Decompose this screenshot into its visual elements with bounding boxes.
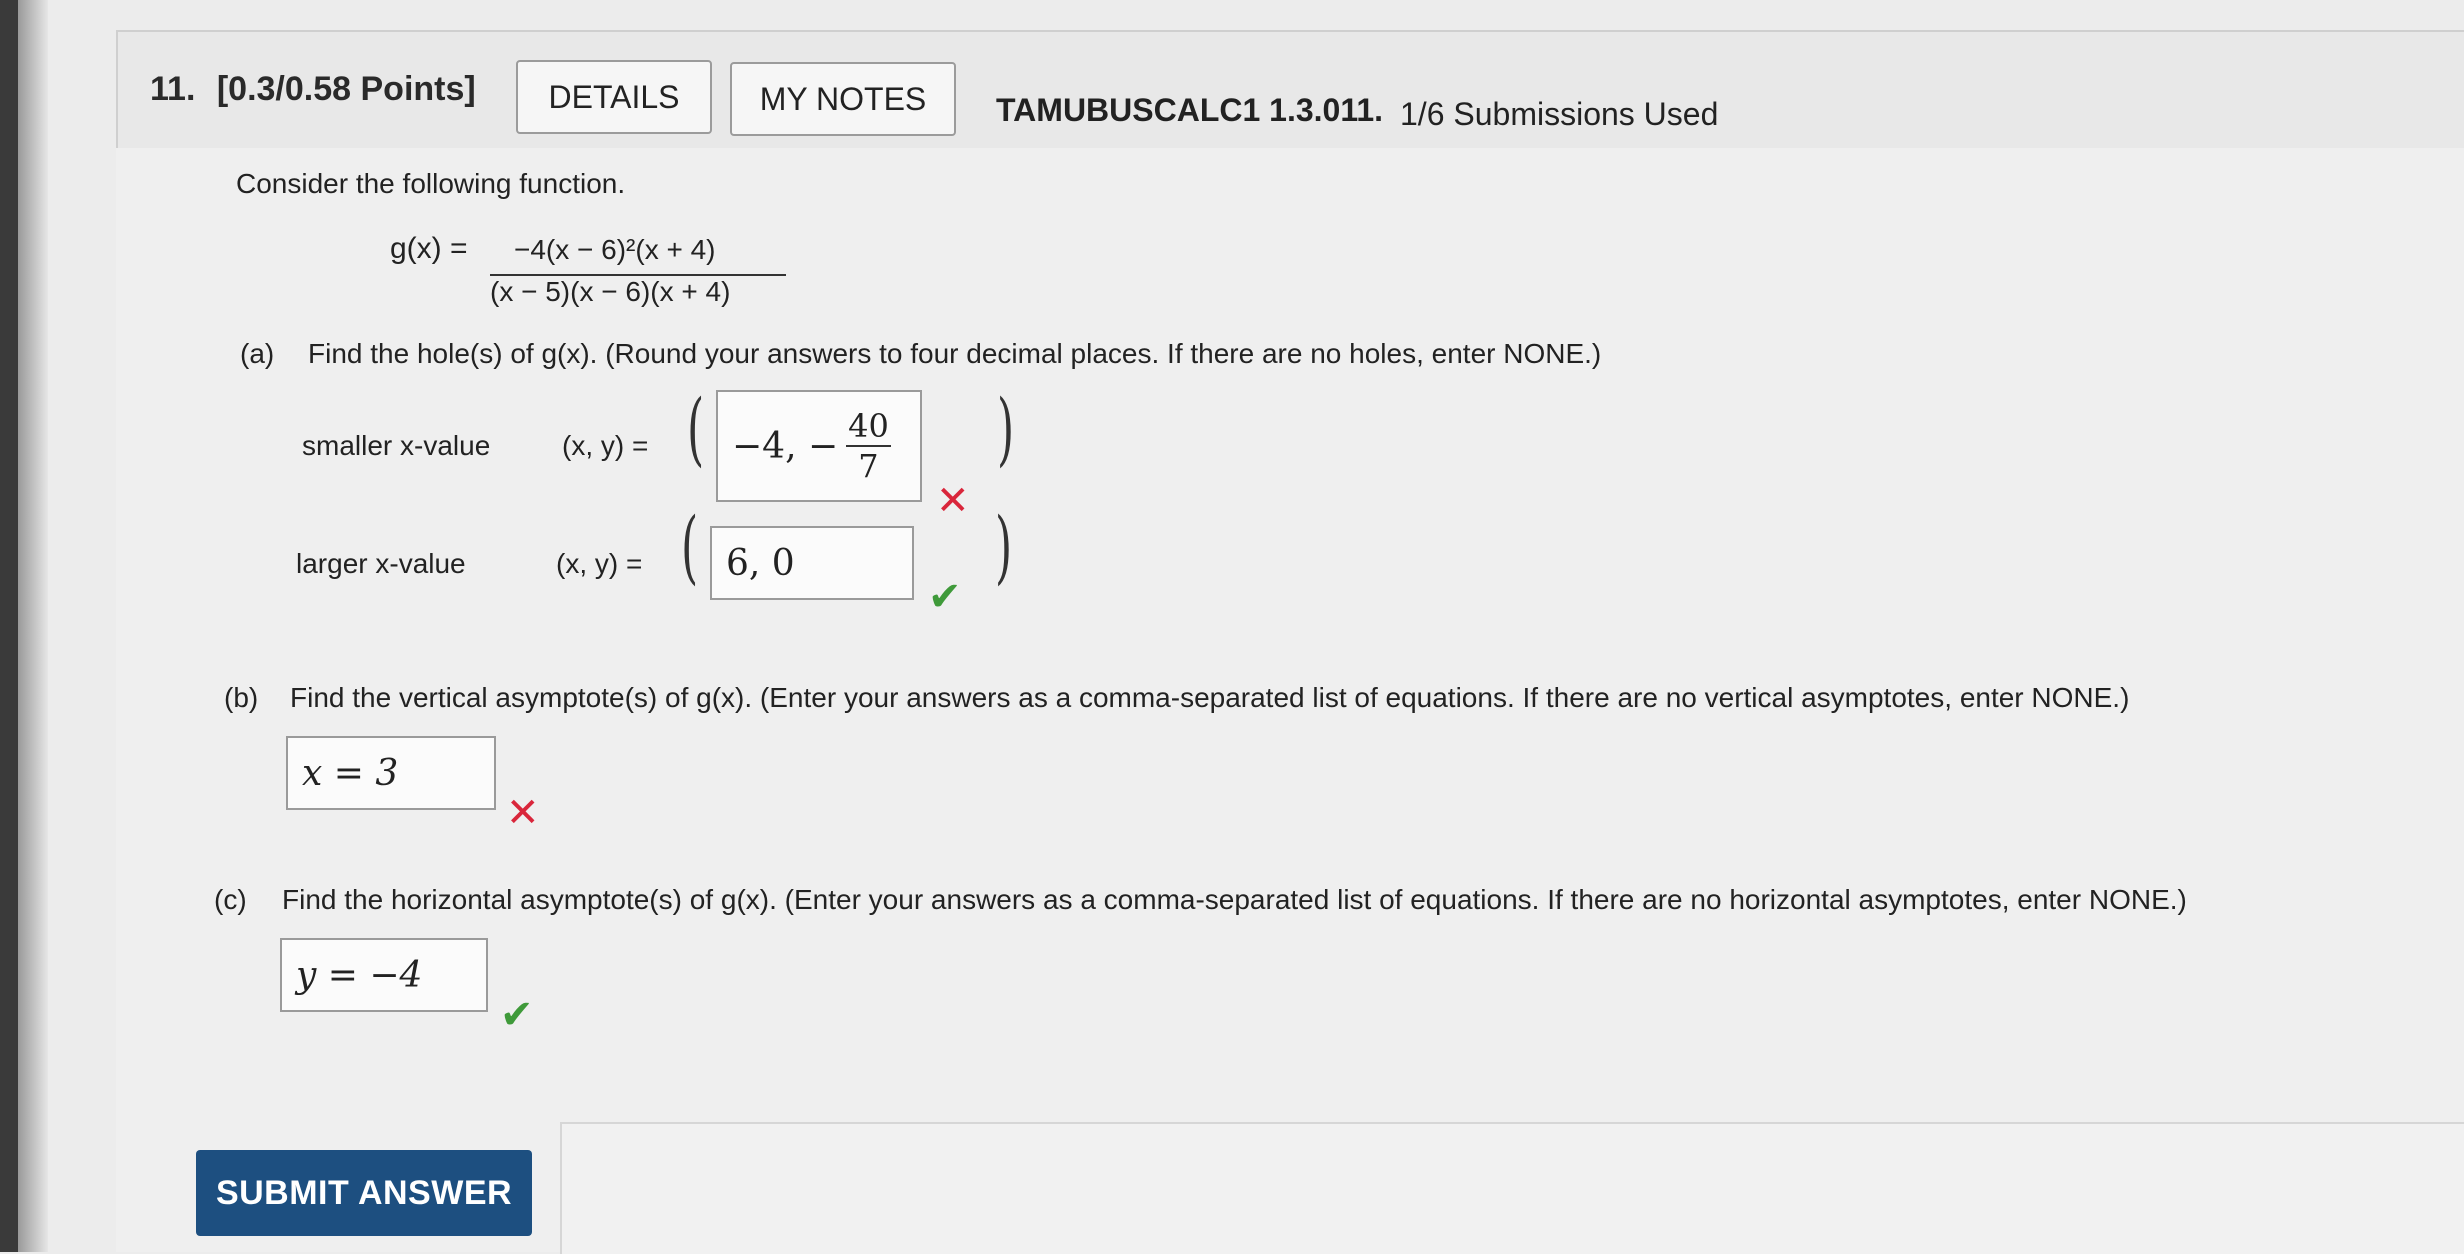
- function-denominator: (x − 5)(x − 6)(x + 4): [490, 276, 731, 307]
- close-paren: ): [995, 500, 1013, 593]
- fraction-denominator: 7: [858, 447, 879, 485]
- smaller-hole-value: −4, −: [732, 425, 839, 467]
- points-text: [0.3/0.58 Points]: [216, 70, 476, 108]
- smaller-hole-fraction: [846, 407, 891, 485]
- open-paren: (: [681, 500, 699, 593]
- larger-hole-input[interactable]: [710, 526, 914, 600]
- edge-shadow: [18, 0, 48, 1252]
- horizontal-asymptote-input[interactable]: [280, 938, 488, 1012]
- fraction-numerator: 40: [848, 407, 889, 445]
- x-mark-icon: ✕: [936, 479, 970, 523]
- open-paren: (: [687, 382, 705, 475]
- my-notes-button[interactable]: MY NOTES: [730, 62, 956, 136]
- smaller-xy-label: (x, y) =: [562, 430, 649, 461]
- course-code: TAMUBUSCALC1 1.3.011.: [996, 92, 1384, 128]
- part-c-label: (c): [214, 884, 247, 915]
- part-b-prompt: Find the vertical asymptote(s) of g(x). (Enter your answers as a comma-separated list of equations. If there are no vertical asymptotes, enter NONE.): [290, 682, 2130, 713]
- x-mark-icon: ✕: [506, 791, 540, 835]
- function-numerator: −4(x − 6)²(x + 4): [514, 234, 716, 265]
- part-a-prompt: Find the hole(s) of g(x). (Round your answers to four decimal places. If there are no holes, enter NONE.): [308, 338, 1602, 369]
- smaller-hole-input[interactable]: [716, 390, 922, 502]
- function-lhs: g(x) =: [390, 232, 468, 265]
- part-c-prompt: Find the horizontal asymptote(s) of g(x). (Enter your answers as a comma-separated list of equations. If there are no horizontal asymptotes, enter NONE.): [282, 884, 2187, 915]
- close-paren: ): [997, 382, 1015, 475]
- larger-x-label: larger x-value: [296, 548, 466, 579]
- check-mark-icon: ✔: [500, 993, 534, 1037]
- dark-edge: [0, 0, 18, 1252]
- horizontal-asymptote-value: y = −4: [296, 954, 423, 996]
- part-b-label: (b): [224, 682, 259, 713]
- part-a-label: (a): [240, 338, 275, 369]
- larger-hole-value: 6, 0: [726, 542, 795, 584]
- larger-xy-label: (x, y) =: [556, 548, 643, 579]
- check-mark-icon: ✔: [928, 575, 962, 619]
- question-number: [150, 70, 476, 109]
- right-panel: [560, 1122, 2464, 1254]
- details-button[interactable]: DETAILS: [516, 60, 712, 134]
- submissions-used: 1/6 Submissions Used: [1400, 96, 1719, 132]
- vertical-asymptote-value: x = 3: [302, 752, 399, 794]
- question-number-text: 11.: [150, 70, 196, 108]
- submit-answer-button[interactable]: SUBMIT ANSWER: [196, 1150, 532, 1236]
- intro-text: Consider the following function.: [236, 168, 626, 199]
- vertical-asymptote-input[interactable]: [286, 736, 496, 810]
- smaller-x-label: smaller x-value: [302, 430, 491, 461]
